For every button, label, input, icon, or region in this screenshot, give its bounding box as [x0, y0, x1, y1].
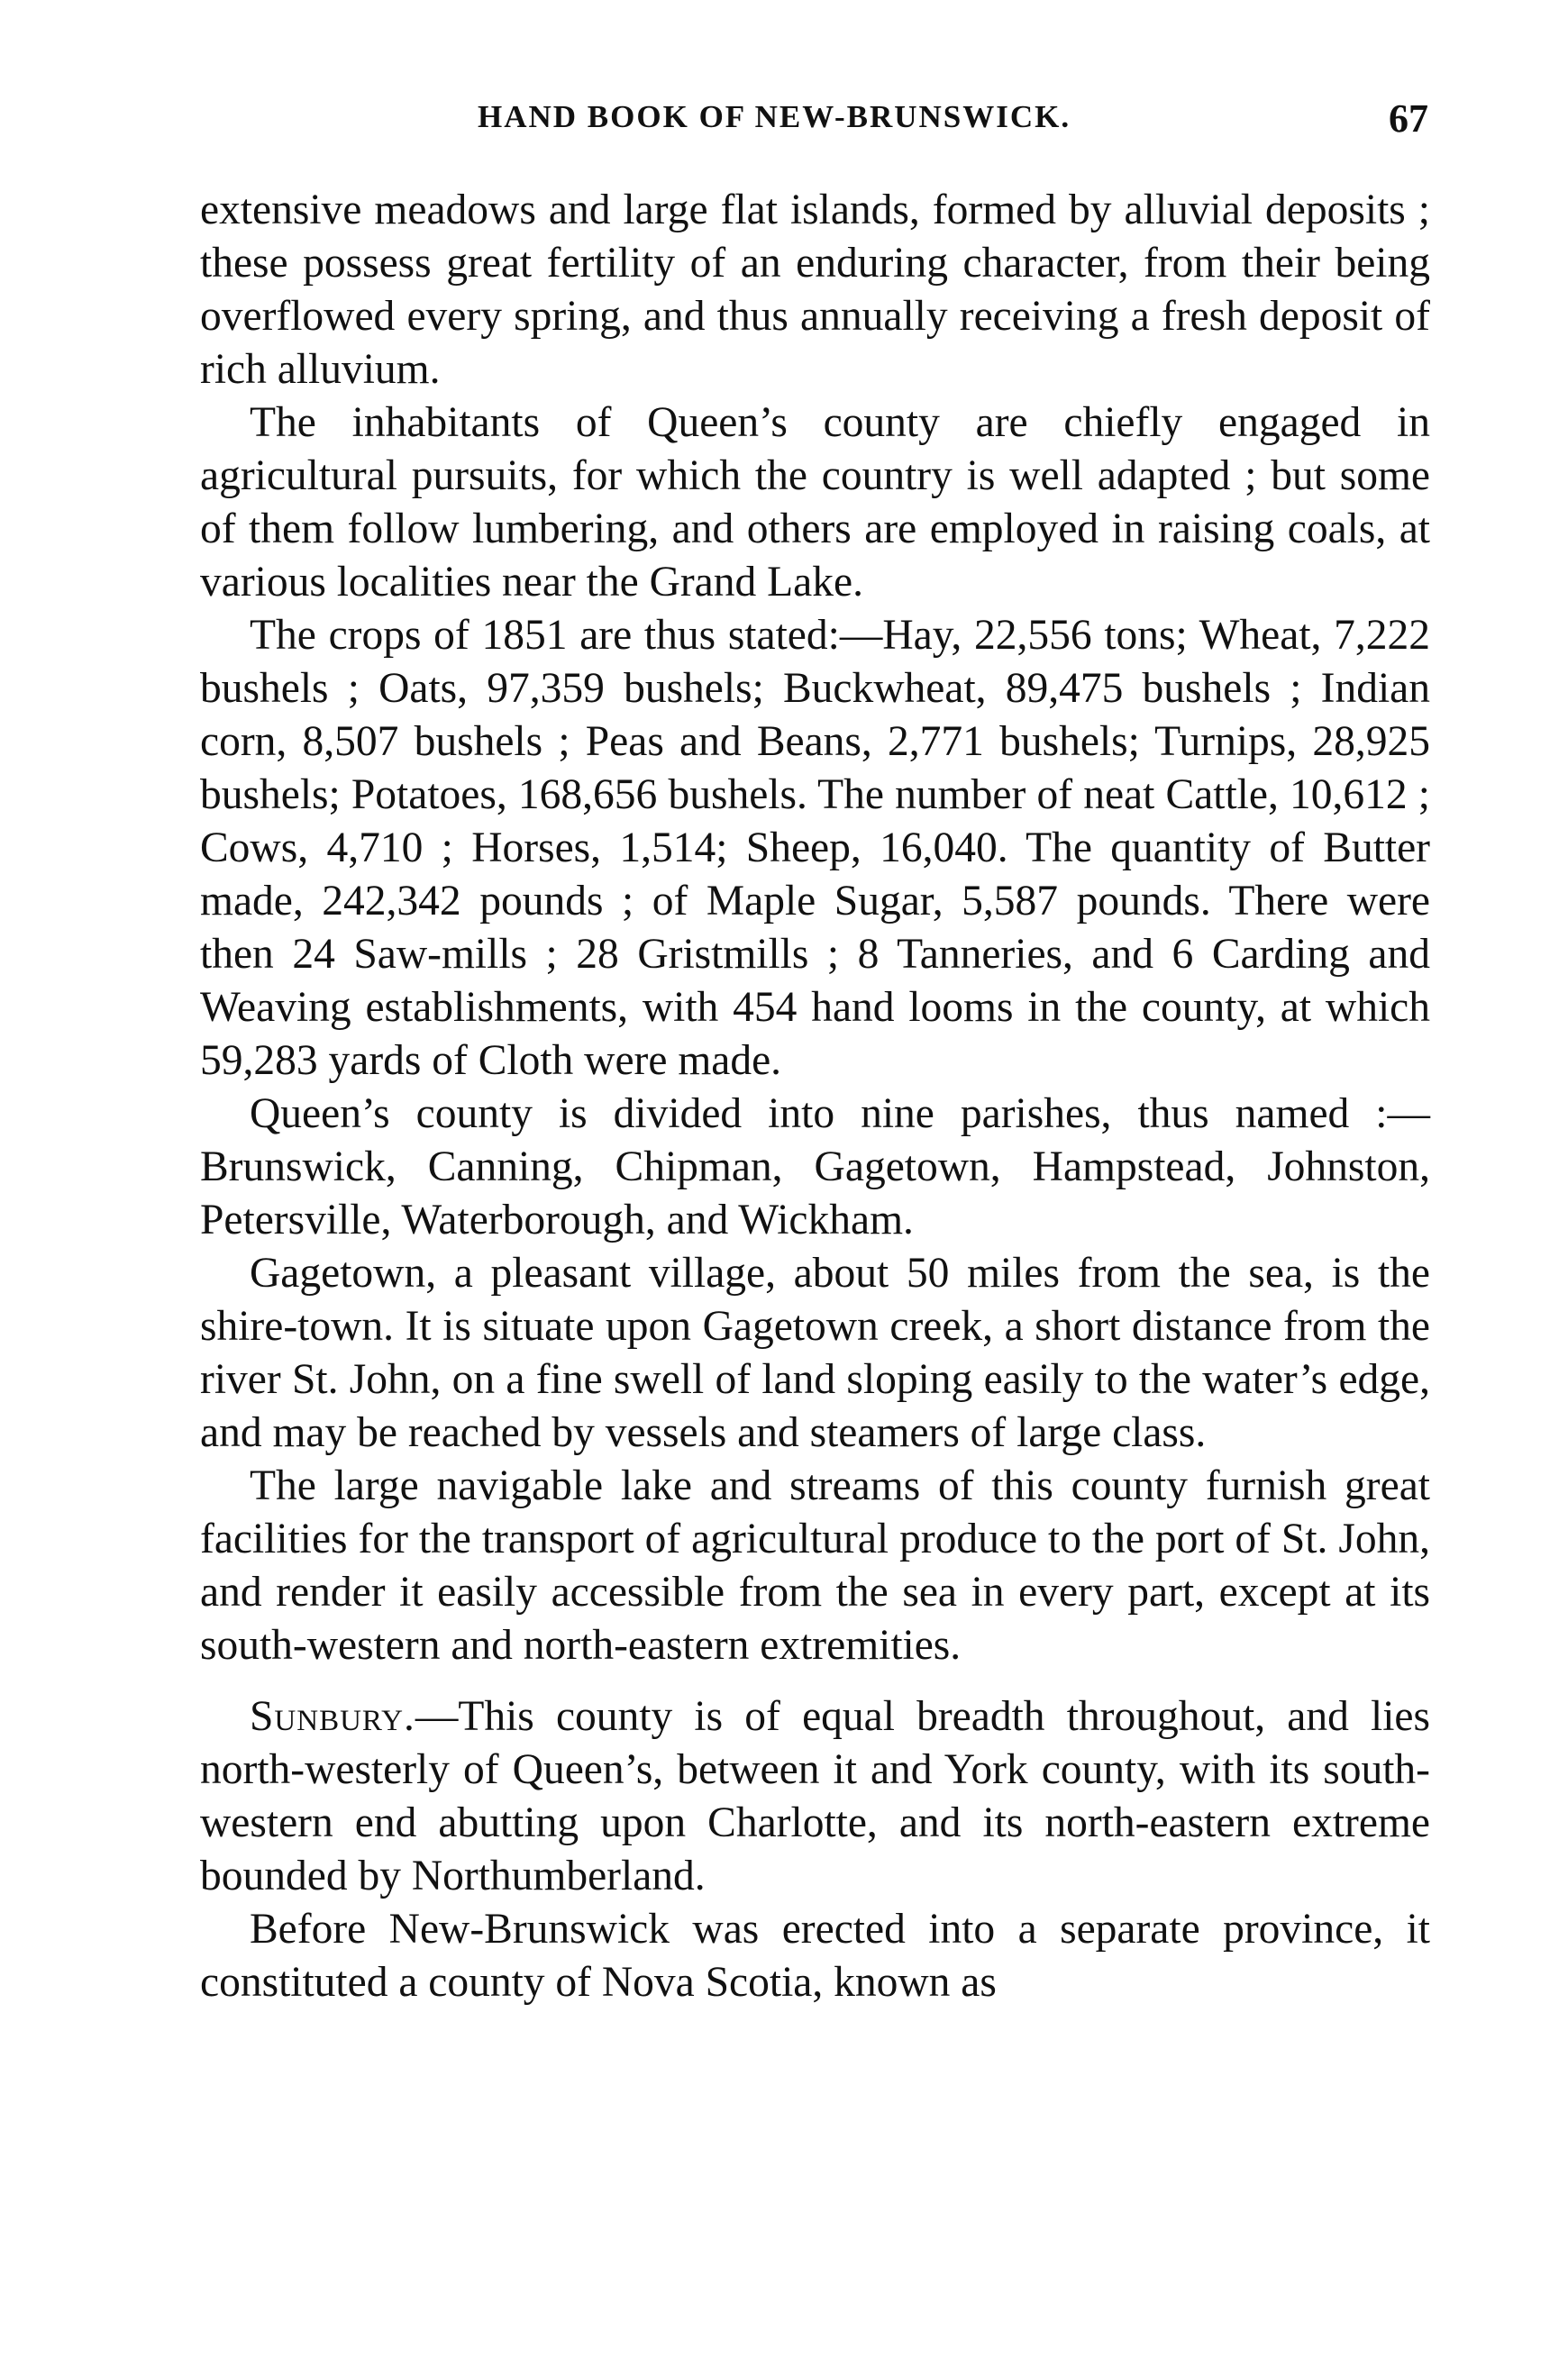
sunbury-text: —This county is of equal breadth throughout, and lies north-westerly of Queen’s, between it and York county, with its south-western end abutting upon Charlotte, and its north-eastern extreme bounded by Northumberland.: [200, 1693, 1430, 1899]
paragraph-inhabitants: The inhabitants of Queen’s county are chiefly engaged in agricultural pursuits, for which the country is well adapted ; but some of them follow lumbering, and others are employed in raising coals, at various localities near the Grand Lake.: [200, 399, 1430, 606]
section-lead-sunbury: Sunbury.: [250, 1693, 415, 1740]
running-header: [198, 96, 1428, 150]
body-text: [200, 184, 1430, 2009]
paragraph-meadows: extensive meadows and large flat islands, formed by alluvial deposits ; these possess great fertility of an enduring character, from their being overflowed every spring, and thus annually receiving a fresh deposit of rich alluvium.: [200, 187, 1430, 393]
paragraph-crops-1851: The crops of 1851 are thus stated:—Hay, 22,556 tons; Wheat, 7,222 bushels ; Oats, 97,359 bushels; Buckwheat, 89,475 bushels ; Indian corn, 8,507 bushels ; Peas and Beans, 2,771 bushels; Turnips, 28,925 bushels; Potatoes, 168,656 bushels. The number of neat Cattle, 10,612 ; Cows, 4,710 ; Horses, 1,514; Sheep, 16,040. The quantity of Butter made, 242,342 pounds ; of Maple Sugar, 5,587 pounds. There were then 24 Saw-mills ; 28 Gristmills ; 8 Tanneries, and 6 Carding and Weaving establishments, with 454 hand looms in the county, at which 59,283 yards of Cloth were made.: [200, 612, 1430, 1084]
page-number: 67: [1389, 96, 1428, 141]
paragraph-navigable-lake: The large navigable lake and streams of this county furnish great facilities for the transport of agricultural produce to the port of St. John, and render it easily accessible from the sea in every part, except at its south-western and north-eastern extremities.: [200, 1462, 1430, 1669]
paragraph-before-new-brunswick: Before New-Brunswick was erected into a separate province, it constituted a county of Nova Scotia, known as: [200, 1906, 1430, 2006]
running-title: HAND BOOK OF NEW-BRUNSWICK.: [478, 99, 1071, 134]
paragraph-sunbury: [200, 1690, 1430, 1903]
paragraph-parishes: Queen’s county is divided into nine parishes, thus named :—Brunswick, Canning, Chipman, Gagetown, Hampstead, Johnston, Petersville, Waterborough, and Wickham.: [200, 1090, 1430, 1243]
paragraph-gagetown: Gagetown, a pleasant village, about 50 miles from the sea, is the shire-town. It is situate upon Gagetown creek, a short distance from the river St. John, on a fine swell of land sloping easily to the water’s edge, and may be reached by vessels and steamers of large class.: [200, 1250, 1430, 1456]
